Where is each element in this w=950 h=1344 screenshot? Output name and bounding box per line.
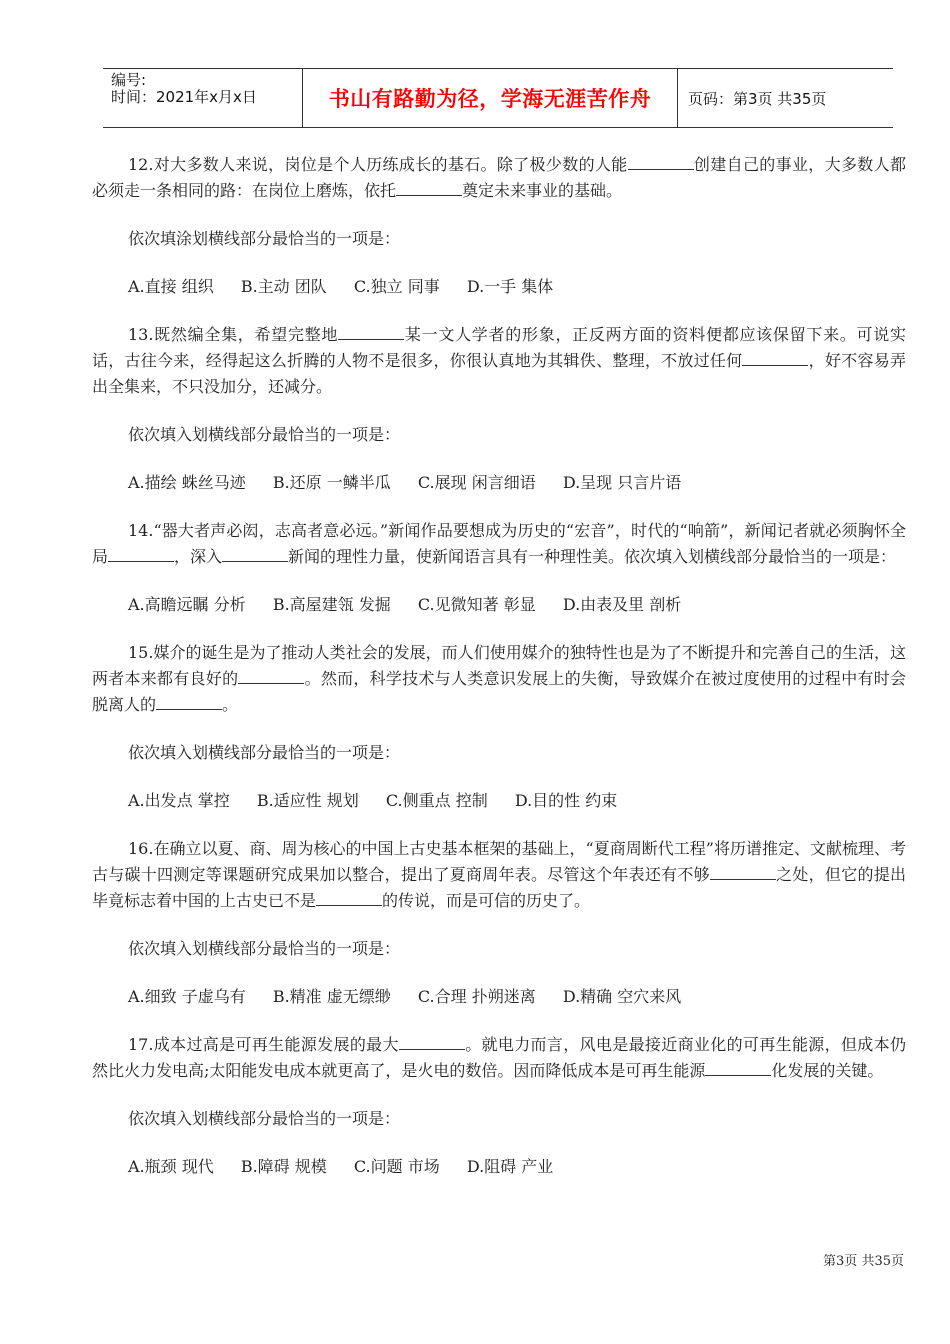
- time-label: 时间：2021年x月x日: [111, 88, 257, 106]
- option-c: C.问题 市场: [353, 1157, 440, 1176]
- option-b: B.障碍 规模: [240, 1157, 327, 1176]
- option-b: B.高屋建瓴 发掘: [272, 595, 391, 614]
- question-13-stem: 13.既然编全集，希望完整地 某一文人学者的形象，正反两方面的资料便都应该保留下来。可说实话，古往今来，经得起这么折腾的人物不是很多，你很认真地为其辑佚、整理，不放过任何 ，好不容易弄出全集来，不只没加分，还减分。: [92, 325, 906, 396]
- answer-blank: [742, 349, 808, 366]
- question-14-stem: 14.“器大者声必闳，志高者意必远。”新闻作品要想成为历史的“宏音”，时代的“响箭”，新闻记者就必须胸怀全局 ，深入 新闻的理性力量，使新闻语言具有一种理性美。依次填入划横线部分最恰当的一项是：: [92, 521, 906, 566]
- answer-blank: [108, 545, 174, 562]
- question-17-stem: 17.成本过高是可再生能源发展的最大 。就电力而言，风电是最接近商业化的可再生能源，但成本仍然比火力发电高;太阳能发电成本就更高了，是火电的数倍。因而降低成本是可再生能源 化发展的关键。: [92, 1035, 906, 1080]
- option-b: B.适应性 规划: [256, 791, 359, 810]
- answer-blank: [705, 1059, 771, 1076]
- question-16-instruction: 依次填入划横线部分最恰当的一项是：: [128, 939, 401, 958]
- document-body: [92, 152, 906, 1202]
- question-17-options: [92, 1154, 906, 1180]
- question-13-instruction: 依次填入划横线部分最恰当的一项是：: [128, 425, 401, 444]
- page-footer: 第3页 共35页: [823, 1254, 904, 1269]
- question-15-stem: 15.媒介的诞生是为了推动人类社会的发展，而人们使用媒介的独特性也是为了不断提升和完善自己的生活，这两者本来都有良好的 。然而，科学技术与人类意识发展上的失衡，导致媒介在被过度使用的过程中有时会脱离人的 。: [92, 643, 906, 714]
- option-b: B.主动 团队: [240, 277, 327, 296]
- option-a: A.出发点 掌控: [128, 791, 230, 810]
- header-page-code: 页码：第3页 共35页: [688, 89, 827, 108]
- option-d: D.一手 集体: [466, 277, 554, 296]
- option-b: B.精准 虚无缥缈: [272, 987, 391, 1006]
- question-16-stem: 16.在确立以夏、商、周为核心的中国上古史基本框架的基础上，“夏商周断代工程”将历谱推定、文献梳理、考古与碳十四测定等课题研究成果加以整合，提出了夏商周年表。尽管这个年表还有不够 之处，但它的提出毕竟标志着中国的上古史已不是 的传说，而是可信的历史了。: [92, 839, 906, 910]
- number-label: 编号:: [111, 71, 147, 89]
- option-c: C.独立 同事: [353, 277, 440, 296]
- option-c: C.展现 闲言细语: [417, 473, 536, 492]
- answer-blank: [222, 545, 288, 562]
- option-b: B.还原 一鳞半瓜: [272, 473, 391, 492]
- option-a: A.高瞻远瞩 分析: [128, 595, 246, 614]
- answer-blank: [156, 693, 222, 710]
- answer-blank: [399, 1033, 465, 1050]
- option-d: D.阻碍 产业: [466, 1157, 554, 1176]
- option-d: D.目的性 约束: [514, 791, 618, 810]
- question-17-instruction: 依次填入划横线部分最恰当的一项是：: [128, 1109, 401, 1128]
- question-13-options: [92, 470, 906, 496]
- question-12-options: [92, 274, 906, 300]
- option-a: A.直接 组织: [128, 277, 214, 296]
- option-c: C.合理 扑朔迷离: [417, 987, 536, 1006]
- option-c: C.侧重点 控制: [385, 791, 488, 810]
- question-15-instruction: 依次填入划横线部分最恰当的一项是：: [128, 743, 401, 762]
- question-16-options: [92, 984, 906, 1010]
- answer-blank: [710, 863, 776, 880]
- question-14-options: [92, 592, 906, 618]
- option-c: C.见微知著 彰显: [417, 595, 536, 614]
- header-motto: 书山有路勤为径，学海无涯苦作舟: [303, 69, 678, 127]
- option-d: D.呈现 只言片语: [562, 473, 682, 492]
- option-a: A.细致 子虚乌有: [128, 987, 246, 1006]
- option-d: D.精确 空穴来风: [562, 987, 682, 1006]
- header-meta: [103, 69, 303, 127]
- document-header: [103, 68, 893, 128]
- answer-blank: [338, 323, 404, 340]
- question-15-options: [92, 788, 906, 814]
- question-12-instruction: 依次填涂划横线部分最恰当的一项是：: [128, 229, 401, 248]
- option-a: A.描绘 蛛丝马迹: [128, 473, 246, 492]
- option-d: D.由表及里 剖析: [562, 595, 682, 614]
- option-a: A.瓶颈 现代: [128, 1157, 214, 1176]
- answer-blank: [238, 667, 304, 684]
- answer-blank: [396, 179, 462, 196]
- question-12-stem: 12.对大多数人来说，岗位是个人历练成长的基石。除了极少数的人能 创建自己的事业，大多数人都必须走一条相同的路：在岗位上磨炼，依托 奠定未来事业的基础。: [92, 155, 906, 200]
- answer-blank: [628, 153, 694, 170]
- answer-blank: [316, 889, 382, 906]
